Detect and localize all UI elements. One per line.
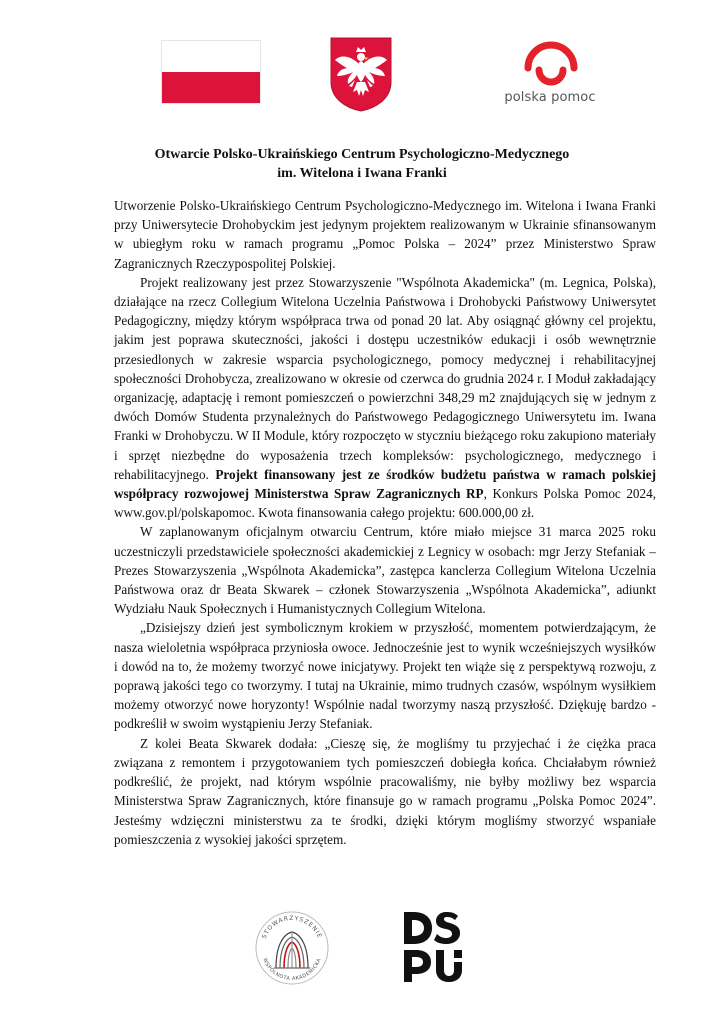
polska-pomoc-text: polska pomoc (504, 90, 596, 105)
flag-red-stripe (162, 72, 260, 103)
polish-eagle-emblem-icon (329, 36, 393, 112)
polish-flag-icon (161, 40, 261, 104)
smile-arc-icon (522, 40, 580, 90)
arch-lines-icon (274, 932, 310, 968)
document-body (114, 196, 656, 849)
dspu-monogram-icon (402, 910, 464, 984)
footer-logos (0, 900, 724, 1024)
flag-white-stripe (162, 41, 260, 72)
paragraph-2-part-b: , Konkurs Polska Pomoc 2024, www.gov.pl/polskapomoc. Kwota finansowania całego projektu: 600.000,00 zł. (114, 486, 656, 521)
header-logos (0, 0, 724, 120)
paragraph-5: Z kolei Beata Skwarek dodała: „Cieszę się, że mogliśmy tu przyjechać i że ciężka praca związana z remontem i przygotowaniem tych pomieszczeń dobiegła końca. Chciałabym również podkreślić, że projekt, nad którym wspólnie pracowaliśmy, nie byłby możliwy bez wsparcia Ministerstwa Spraw Zagranicznych, które finansuje go w ramach programu „Polska Pomoc 2024”. Jesteśmy wdzięczni ministerstwu za te środki, dzięki którym mogliśmy stworzyć wspaniałe pomieszczenia z wysokiej jakości sprzętem. (114, 735, 656, 847)
paragraph-2-part-a: Projekt realizowany jest przez Stowarzyszenie "Wspólnota Akademicka" (m. Legnica, Polska), działające na rzecz Collegium Witelona Uczelnia Państwowa i Drohobycki Państwowy Uniwersytet Pedagogiczny, między którym współpraca trwa od ponad 20 lat. Aby osiągnąć główny cel projektu, jakim jest poprawa skuteczności, jakości i dostępu uczestników edukacji i osób wewnętrznie przesiedlonych w zakresie wsparcia psychologicznego, pomocy medycznej i rehabilitacyjnej społeczności Drohobycza, zrealizowano w okresie od czerwca do grudnia 2024 r. I Moduł zakładający organizację, adaptację i remont pomieszczeń o powierzchni 348,29 m2 znajdujących się w jednym z dwóch Domów Studenta przynależnych do Państwowego Pedagogicznego Uniwersytetu im. Iwana Franki w Drohobyczu. W II Module, który rozpoczęto w styczniu bieżącego roku zakupiono materiały i sprzęt niezbędne do wyposażenia trzech kompleksów: psychologicznego, medycznego i rehabilitacyjnego. (114, 274, 656, 482)
wa-logo-top-text: STOWARZYSZENIE (260, 914, 324, 940)
paragraph-2 (114, 273, 656, 523)
title-line-2: im. Witelona i Iwana Franki (277, 166, 447, 181)
paragraph-3: W zaplanowanym oficjalnym otwarciu Centrum, które miało miejsce 31 marca 2025 roku uczestniczyli przedstawiciele społeczności akademickiej z Legnicy w osobach: mgr Jerzy Stefaniak – Prezes Stowarzyszenia „Wspólnota Akademicka”, zastępca kanclerza Collegium Witelona Uczelnia Państwowa oraz dr Beata Skwarek – członek Stowarzyszenia „Wspólnota Akademicka”, adiunkt Wydziału Nauk Społecznych i Humanistycznych Collegium Witelona. (114, 524, 656, 617)
wspolnota-akademicka-logo (254, 910, 330, 986)
title-line-1: Otwarcie Polsko-Ukraińskiego Centrum Psychologiczno-Medycznego (154, 147, 570, 162)
document-title (62, 145, 662, 183)
paragraph-4: „Dzisiejszy dzień jest symbolicznym krokiem w przyszłość, momentem potwierdzającym, że nasza wieloletnia współpraca przyniosła owoce. Jednocześnie jest to wynik wcześniejszych wysiłków i dowód na to, że możemy tworzyć nowe inicjatywy. Projekt ten wiąże się z perspektywą rozwoju, z poprawą jakości tego co tworzymy. I tutaj na Ukrainie, mimo trudnych czasów, wspólnym wysiłkiem możemy otworzyć nowe horyzonty! Wspólnie nadal tworzymy naszą przyszłość. Dziękuję bardzo - podkreślił w swoim wystąpieniu Jerzy Stefaniak. (114, 620, 656, 732)
paragraph-2-bold: Projekt finansowany jest ze środków budżetu państwa w ramach polskiej współpracy rozwojowej Ministerstwa Spraw Zagranicznych RP (114, 466, 656, 502)
wa-logo-bottom-text: WSPÓLNOTA AKADEMICKA (261, 957, 323, 983)
polska-pomoc-logo (498, 40, 602, 112)
paragraph-1: Utworzenie Polsko-Ukraińskiego Centrum Psychologiczno-Medycznego im. Witelona i Iwana Franki przy Uniwersytecie Drohobyckim jest jedynym projektem realizowanym w Ukrainie sfinansowanym w ubiegłym roku w ramach programu „Pomoc Polska – 2024” przez Ministerstwo Spraw Zagranicznych Rzeczypospolitej Polskiej. (114, 198, 656, 271)
